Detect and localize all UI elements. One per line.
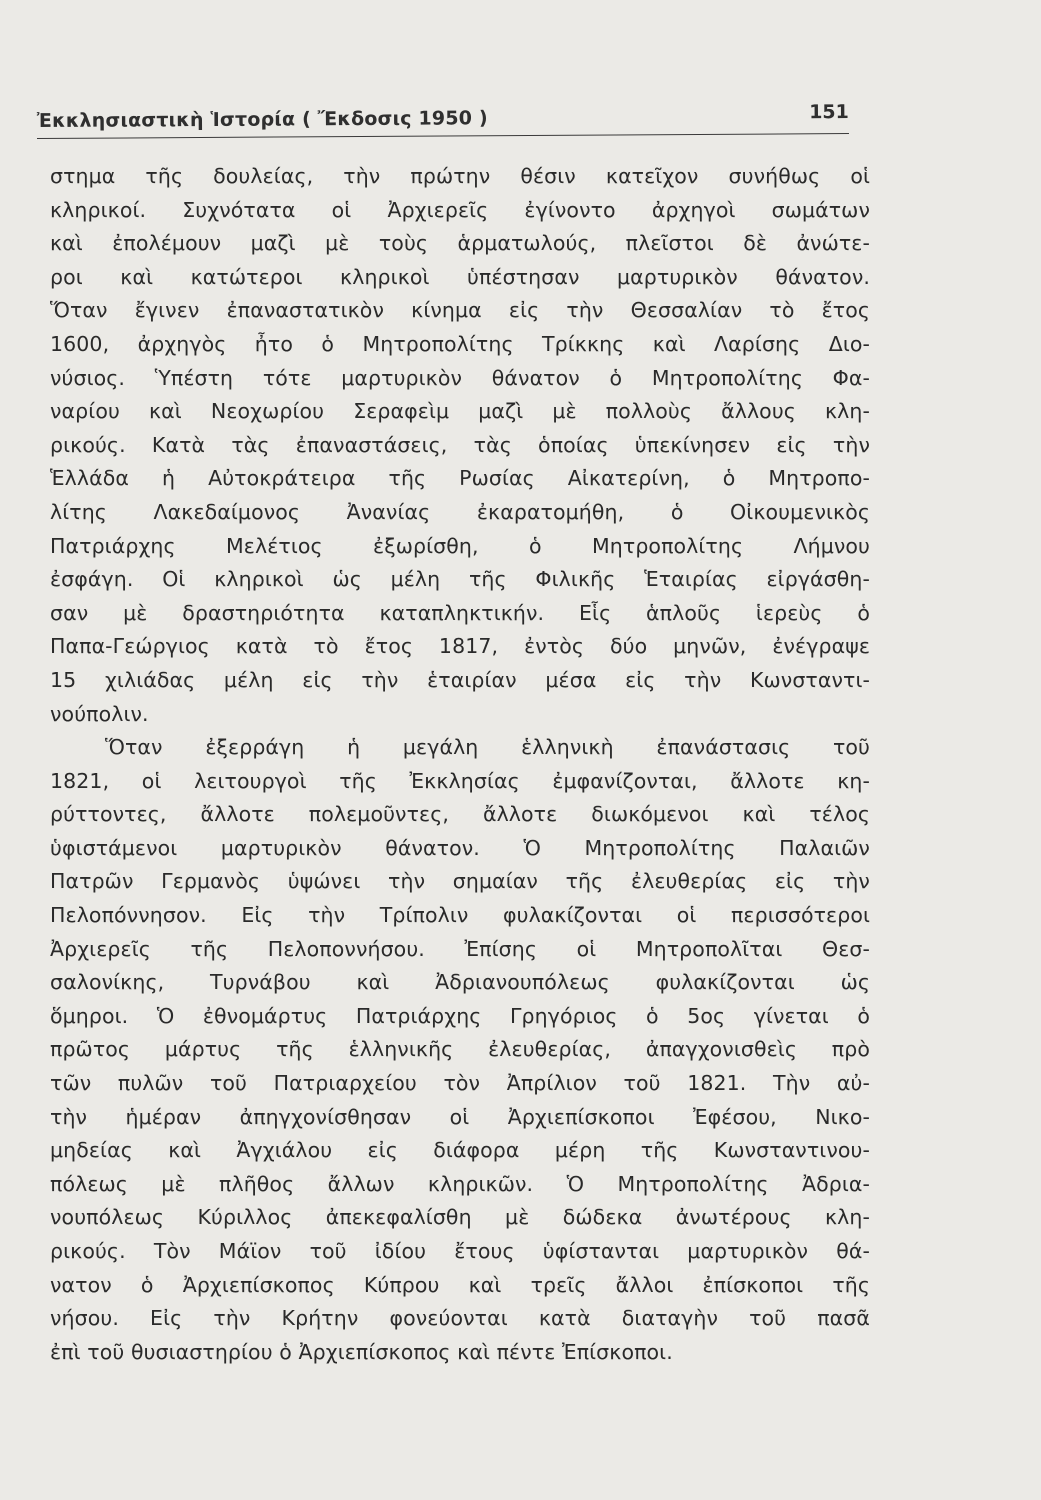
text-line: λίτης Λακεδαίμονος Ἀνανίας ἐκαρατομήθη, ὁ Οἰκουμενικὸς <box>50 499 870 524</box>
text-line: πρῶτος μάρτυς τῆς ἑλληνικῆς ἐλευθερίας, ἀπαγχονισθεὶς πρὸ <box>50 1037 870 1062</box>
text-line: νήσου. Εἰς τὴν Κρήτην φονεύονται κατὰ διαταγὴν τοῦ πασᾶ <box>50 1306 870 1331</box>
text-line: ναρίου καὶ Νεοχωρίου Σεραφεὶμ μαζὶ μὲ πολλοὺς ἄλλους κλη- <box>50 399 870 424</box>
text-line: 1821, οἱ λειτουργοὶ τῆς Ἐκκλησίας ἐμφανίζονται, ἄλλοτε κη- <box>50 768 870 793</box>
text-line: Ὅταν ἔγινεν ἐπαναστατικὸν κίνημα εἰς τὴν Θεσσαλίαν τὸ ἔτος <box>50 298 870 323</box>
text-line: Παπα-Γεώργιος κατὰ τὸ ἔτος 1817, ἐντὸς δύο μηνῶν, ἐνέγραψε <box>50 634 870 659</box>
text-line: ροι καὶ κατώτεροι κληρικοὶ ὑπέστησαν μαρτυρικὸν θάνατον. <box>50 264 870 289</box>
running-head <box>37 93 849 139</box>
text-line: ὅμηροι. Ὁ ἐθνομάρτυς Πατριάρχης Γρηγόριος ὁ 5ος γίνεται ὁ <box>50 1003 870 1028</box>
text-line: Ἀρχιερεῖς τῆς Πελοποννήσου. Ἐπίσης οἱ Μητροπολῖται Θεσ- <box>50 936 870 961</box>
text-line: ρικούς. Κατὰ τὰς ἐπαναστάσεις, τὰς ὁποίας ὑπεκίνησεν εἰς τὴν <box>50 432 870 457</box>
text-line: νύσιος. Ὑπέστη τότε μαρτυρικὸν θάνατον ὁ Μητροπολίτης Φα- <box>50 365 870 390</box>
text-line: νουπόλεως Κύριλλος ἀπεκεφαλίσθη μὲ δώδεκα ἀνωτέρους κλη- <box>50 1205 870 1230</box>
body-text <box>50 160 870 1369</box>
paragraph-start-line: Ὅταν ἐξερράγη ἡ μεγάλη ἑλληνικὴ ἐπανάστασις τοῦ <box>105 735 870 760</box>
text-line: σαν μὲ δραστηριότητα καταπληκτικήν. Εἷς ἁπλοῦς ἱερεὺς ὁ <box>50 600 870 625</box>
paragraph-end-line: νούπολιν. <box>50 701 149 726</box>
text-line: κληρικοί. Συχνότατα οἱ Ἀρχιερεῖς ἐγίνοντο ἀρχηγοὶ σωμάτων <box>50 197 870 222</box>
text-line: καὶ ἐπολέμουν μαζὶ μὲ τοὺς ἁρματωλούς, πλεῖστοι δὲ ἀνώτε- <box>50 231 870 256</box>
text-line: Πατριάρχης Μελέτιος ἐξωρίσθη, ὁ Μητροπολίτης Λήμνου <box>50 533 870 558</box>
text-line: σαλονίκης, Τυρνάβου καὶ Ἀδριανουπόλεως φυλακίζονται ὡς <box>50 970 870 995</box>
text-line: τῶν πυλῶν τοῦ Πατριαρχείου τὸν Ἀπρίλιον τοῦ 1821. Τὴν αὐ- <box>50 1071 870 1096</box>
text-line: Ἑλλάδα ἡ Αὐτοκράτειρα τῆς Ρωσίας Αἰκατερίνη, ὁ Μητροπο- <box>50 466 870 491</box>
text-line: πόλεως μὲ πλῆθος ἄλλων κληρικῶν. Ὁ Μητροπολίτης Ἀδρια- <box>50 1171 870 1196</box>
page-number: 151 <box>809 101 849 124</box>
text-line: τὴν ἡμέραν ἀπηγχονίσθησαν οἱ Ἀρχιεπίσκοποι Ἐφέσου, Νικο- <box>50 1104 870 1129</box>
text-line: νατον ὁ Ἀρχιεπίσκοπος Κύπρου καὶ τρεῖς ἄλλοι ἐπίσκοποι τῆς <box>50 1272 870 1297</box>
text-line: Πελοπόννησον. Εἰς τὴν Τρίπολιν φυλακίζονται οἱ περισσότεροι <box>50 903 870 928</box>
text-line: ἐσφάγη. Οἱ κληρικοὶ ὡς μέλη τῆς Φιλικῆς Ἑταιρίας εἰργάσθη- <box>50 567 870 592</box>
text-line: ρύττοντες, ἄλλοτε πολεμοῦντες, ἄλλοτε διωκόμενοι καὶ τέλος <box>50 802 870 827</box>
text-line: 15 χιλιάδας μέλη εἰς τὴν ἑταιρίαν μέσα εἰς τὴν Κωνσταντι- <box>50 667 870 692</box>
text-line: ὑφιστάμενοι μαρτυρικὸν θάνατον. Ὁ Μητροπολίτης Παλαιῶν <box>50 835 870 860</box>
text-line: στημα τῆς δουλείας, τὴν πρώτην θέσιν κατεῖχον συνήθως οἱ <box>50 164 870 188</box>
text-line: μηδείας καὶ Ἀγχιάλου εἰς διάφορα μέρη τῆς Κωνσταντινου- <box>50 1138 870 1163</box>
text-line: 1600, ἀρχηγὸς ἦτο ὁ Μητροπολίτης Τρίκκης καὶ Λαρίσης Διο- <box>50 331 870 356</box>
text-line: Πατρῶν Γερμανὸς ὑψώνει τὴν σημαίαν τῆς ἐλευθερίας εἰς τὴν <box>50 869 870 894</box>
running-head-title: Ἐκκλησιαστικὴ Ἱστορία ( Ἔκδοσις 1950 ) <box>36 107 488 133</box>
text-line: ρικούς. Τὸν Μάϊον τοῦ ἰδίου ἔτους ὑφίστανται μαρτυρικὸν θά- <box>50 1239 870 1263</box>
paragraph-end-line: ἐπὶ τοῦ θυσιαστηρίου ὁ Ἀρχιεπίσκοπος καὶ πέντε Ἐπίσκοποι. <box>50 1339 673 1364</box>
